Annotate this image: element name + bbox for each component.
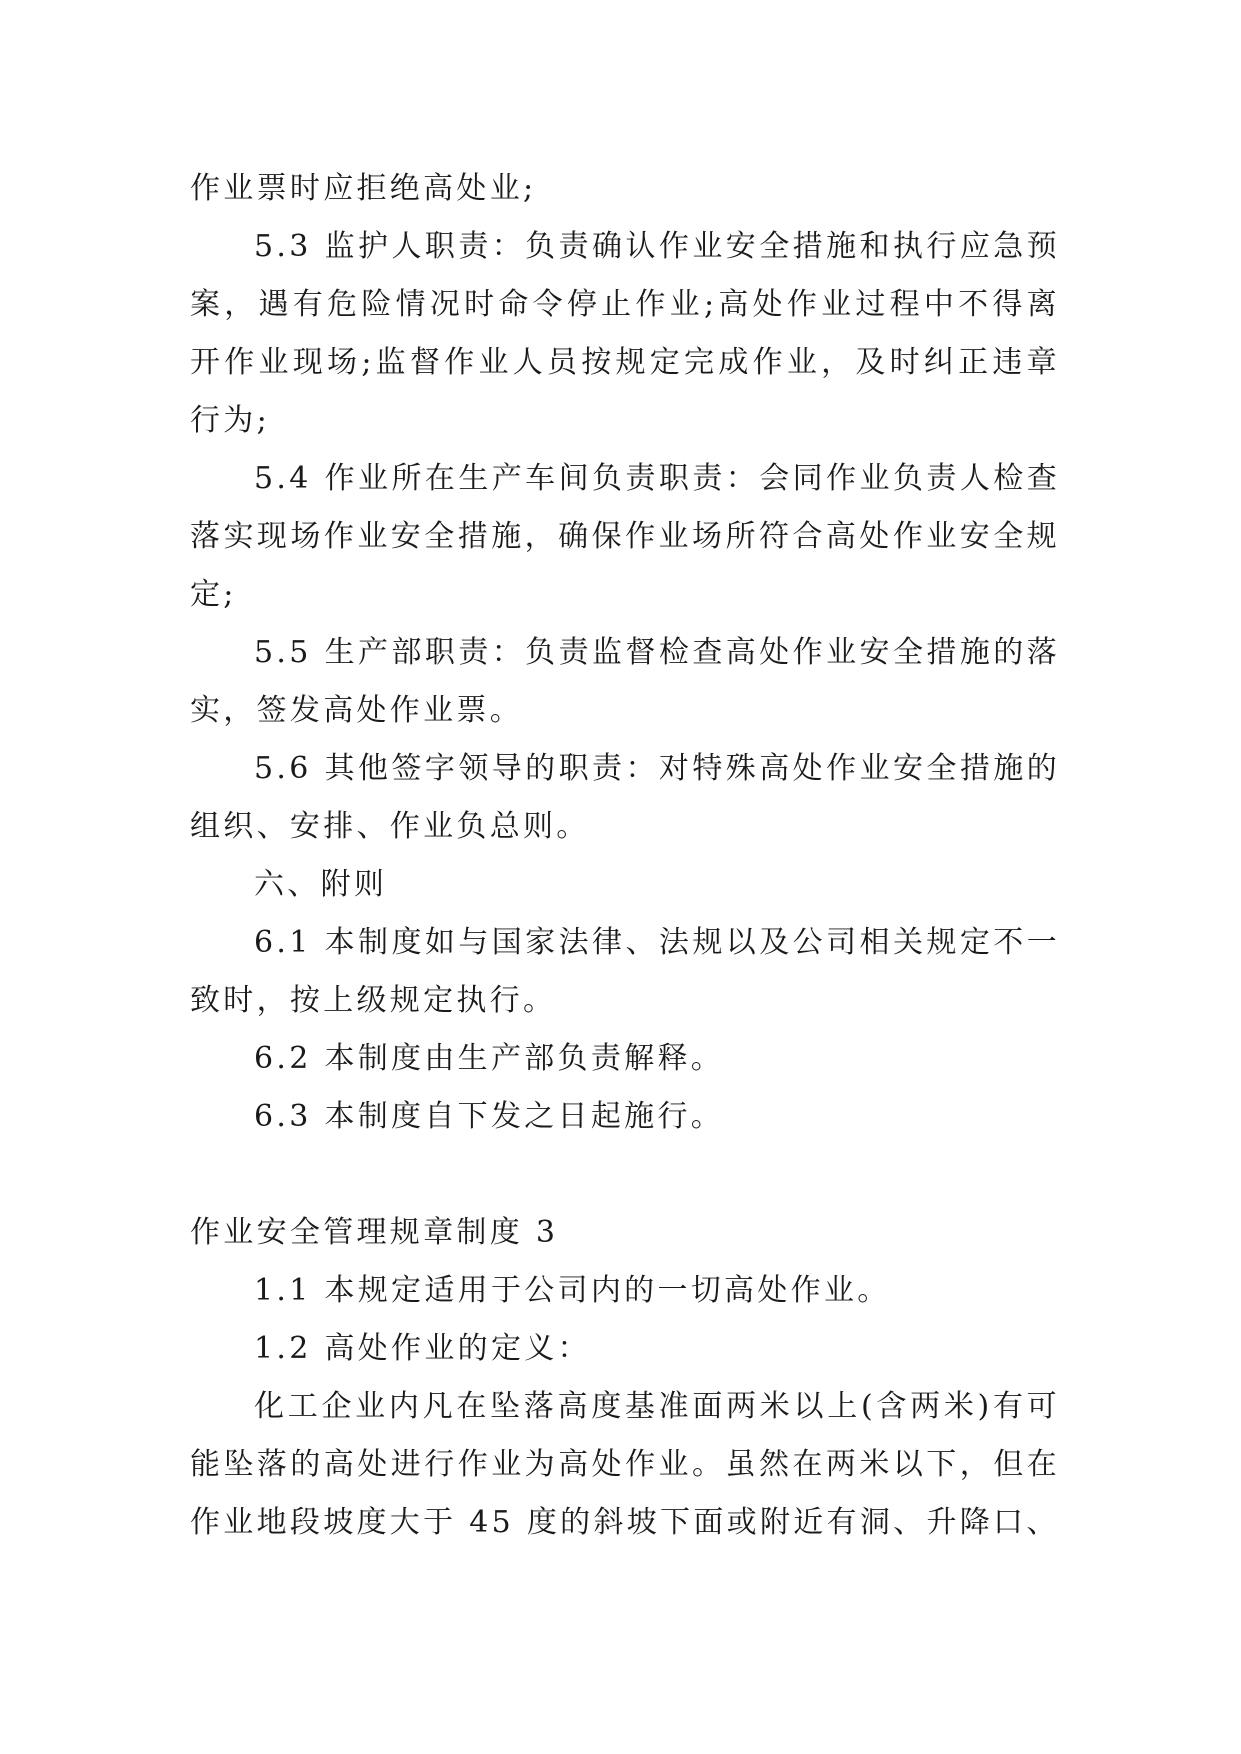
paragraph-1-1: 1.1 本规定适用于公司内的一切高处作业。 [254, 1273, 891, 1308]
paragraph-5-6-other-leader-duties: 5.6 其他签字领导的职责：对特殊高处作业安全措施的组织、安排、作业负总则。 [190, 751, 1060, 844]
paragraph-5-5-production-duties: 5.5 生产部职责：负责监督检查高处作业安全措施的落实，签发高处作业票。 [190, 635, 1060, 728]
paragraph-definition: 化工企业内凡在坠落高度基准面两米以上(含两米)有可能坠落的高处进行作业为高处作业。虽然在两米以下，但在作业地段坡度大于 45 度的斜坡下面或附近有洞、升降口、 [190, 1389, 1060, 1540]
paragraph-6-1: 6.1 本制度如与国家法律、法规以及公司相关规定不一致时，按上级规定执行。 [190, 925, 1060, 1018]
paragraph-continuation: 作业票时应拒绝高处业; [190, 171, 537, 206]
section-title: 作业安全管理规章制度 3 [190, 1215, 559, 1250]
heading-supplementary-provisions: 六、附则 [254, 867, 388, 902]
section-spacer [190, 1146, 1060, 1204]
document-body [190, 160, 1060, 1552]
paragraph-1-2: 1.2 高处作业的定义： [254, 1331, 591, 1366]
paragraph-6-2: 6.2 本制度由生产部负责解释。 [254, 1041, 725, 1076]
paragraph-5-4-workshop-duties: 5.4 作业所在生产车间负责职责：会同作业负责人检查落实现场作业安全措施，确保作业场所符合高处作业安全规定; [190, 461, 1060, 612]
paragraph-6-3: 6.3 本制度自下发之日起施行。 [254, 1099, 725, 1134]
paragraph-5-3-guardian-duties: 5.3 监护人职责：负责确认作业安全措施和执行应急预案，遇有危险情况时命令停止作业;高处作业过程中不得离开作业现场;监督作业人员按规定完成作业，及时纠正违章行为; [190, 229, 1060, 438]
